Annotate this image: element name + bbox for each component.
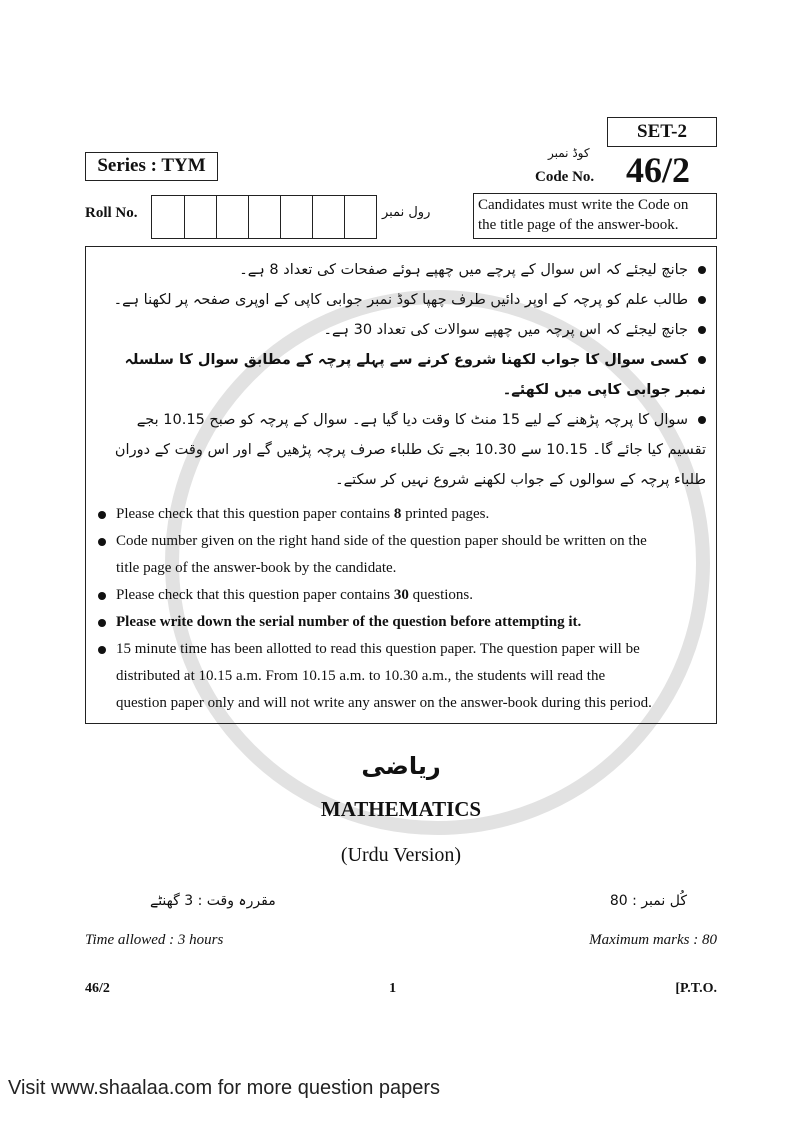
english-instruction-cont: question paper only and will not write any answer on the answer-book during this period. — [116, 695, 652, 711]
urdu-instruction-cont: نہیں کر سکتے۔ — [335, 472, 429, 488]
candidates-note-line: the title page of the answer-book. — [478, 217, 679, 233]
maximum-marks: Maximum marks : 80 — [589, 932, 717, 948]
bullet-icon — [98, 592, 106, 600]
bullet-icon — [98, 538, 106, 546]
subject-urdu: ریاضی — [361, 752, 441, 780]
roll-label-urdu: رول نمبر — [382, 205, 431, 220]
bullet-icon — [98, 511, 106, 519]
urdu-instruction-cont: سے 10.30 بجے تک طلباء صرف پرچہ پڑھیں گے اور اس وقت کے دوران طلباء پرچہ کے سوالوں کے جواب لکھنے شروع — [114, 442, 706, 488]
english-instruction: Please check that this question paper contains 30 questions. — [98, 582, 706, 609]
candidates-note-line: Candidates must write the Code on — [478, 197, 689, 213]
bullet-icon — [698, 416, 706, 424]
visit-banner-link[interactable]: Visit www.shaalaa.com for more question papers — [8, 1077, 441, 1099]
urdu-instruction: جانچ لیجئے کہ اس سوال کے پرچے میں چھپے ہوئے صفحات کی تعداد 8 ہے۔ — [98, 255, 706, 285]
subject-title: MATHEMATICS — [320, 797, 482, 821]
english-instruction: Please write down the serial number of the question before attempting it. — [98, 609, 706, 636]
time-urdu: مقررہ وقت : 3 گھنٹے — [150, 893, 276, 909]
urdu-instruction: جانچ لیجئے کہ اس پرچہ میں چھپے سوالات کی تعداد 30 ہے۔ — [98, 315, 706, 345]
bullet-icon — [98, 646, 106, 654]
time-allowed: Time allowed : 3 hours — [85, 932, 224, 948]
bullet-icon — [98, 619, 106, 627]
series-label: Series : TYM — [85, 152, 218, 181]
roll-label: Roll No. — [85, 205, 138, 221]
set-badge: SET-2 — [607, 117, 717, 147]
instructions-box — [85, 246, 717, 724]
urdu-instruction: سوال کا پرچہ پڑھنے کے لیے 15 منٹ کا وقت دیا گیا ہے۔ سوال کے پرچہ کو صبح 10.15 بجے تقسیم کیا جائے گا۔ 10.15 سے 10.30 بجے تک طلباء صرف پرچہ پڑھیں گے اور اس وقت کے دوران طلباء پرچہ کے سوالوں کے جواب لکھنے شروع نہیں کر سکتے۔ — [114, 412, 706, 488]
bullet-icon — [698, 296, 706, 304]
urdu-instruction: کسی سوال کا جواب لکھنا شروع کرنے سے پہلے پرچہ کے مطابق سوال کا سلسلہ نمبر جوابی کاپی میں لکھئے۔ — [124, 352, 706, 398]
pto: [P.T.O. — [675, 981, 717, 996]
english-instruction: Please check that this question paper contains 8 printed pages. — [98, 501, 706, 528]
urdu-instruction: طالب علم کو پرچہ کے اوپر دائیں طرف چھپا کوڈ نمبر جوابی کاپی کے اوپری صفحہ پر لکھنا ہے۔ — [98, 285, 706, 315]
page-number: 1 — [389, 981, 397, 996]
footer-code: 46/2 — [85, 981, 110, 996]
code-label: Code No. — [535, 169, 595, 185]
english-instruction-cont: distributed at 10.15 a.m. From 10.15 a.m. to 10.30 a.m., the students will read the — [116, 668, 606, 684]
english-instruction: 15 minute time has been allotted to read this question paper. The question paper will be — [98, 636, 706, 663]
code-label-urdu: کوڈ نمبر — [548, 146, 590, 160]
english-instruction-cont: title page of the answer-book by the candidate. — [116, 560, 397, 576]
bullet-icon — [698, 266, 706, 274]
bullet-icon — [698, 326, 706, 334]
english-instruction: Code number given on the right hand side of the question paper should be written on the — [98, 528, 706, 555]
code-number: 46/2 — [626, 150, 691, 190]
version-label: (Urdu Version) — [340, 844, 462, 866]
bullet-icon — [698, 356, 706, 364]
marks-urdu: کُل نمبر : 80 — [609, 893, 687, 909]
